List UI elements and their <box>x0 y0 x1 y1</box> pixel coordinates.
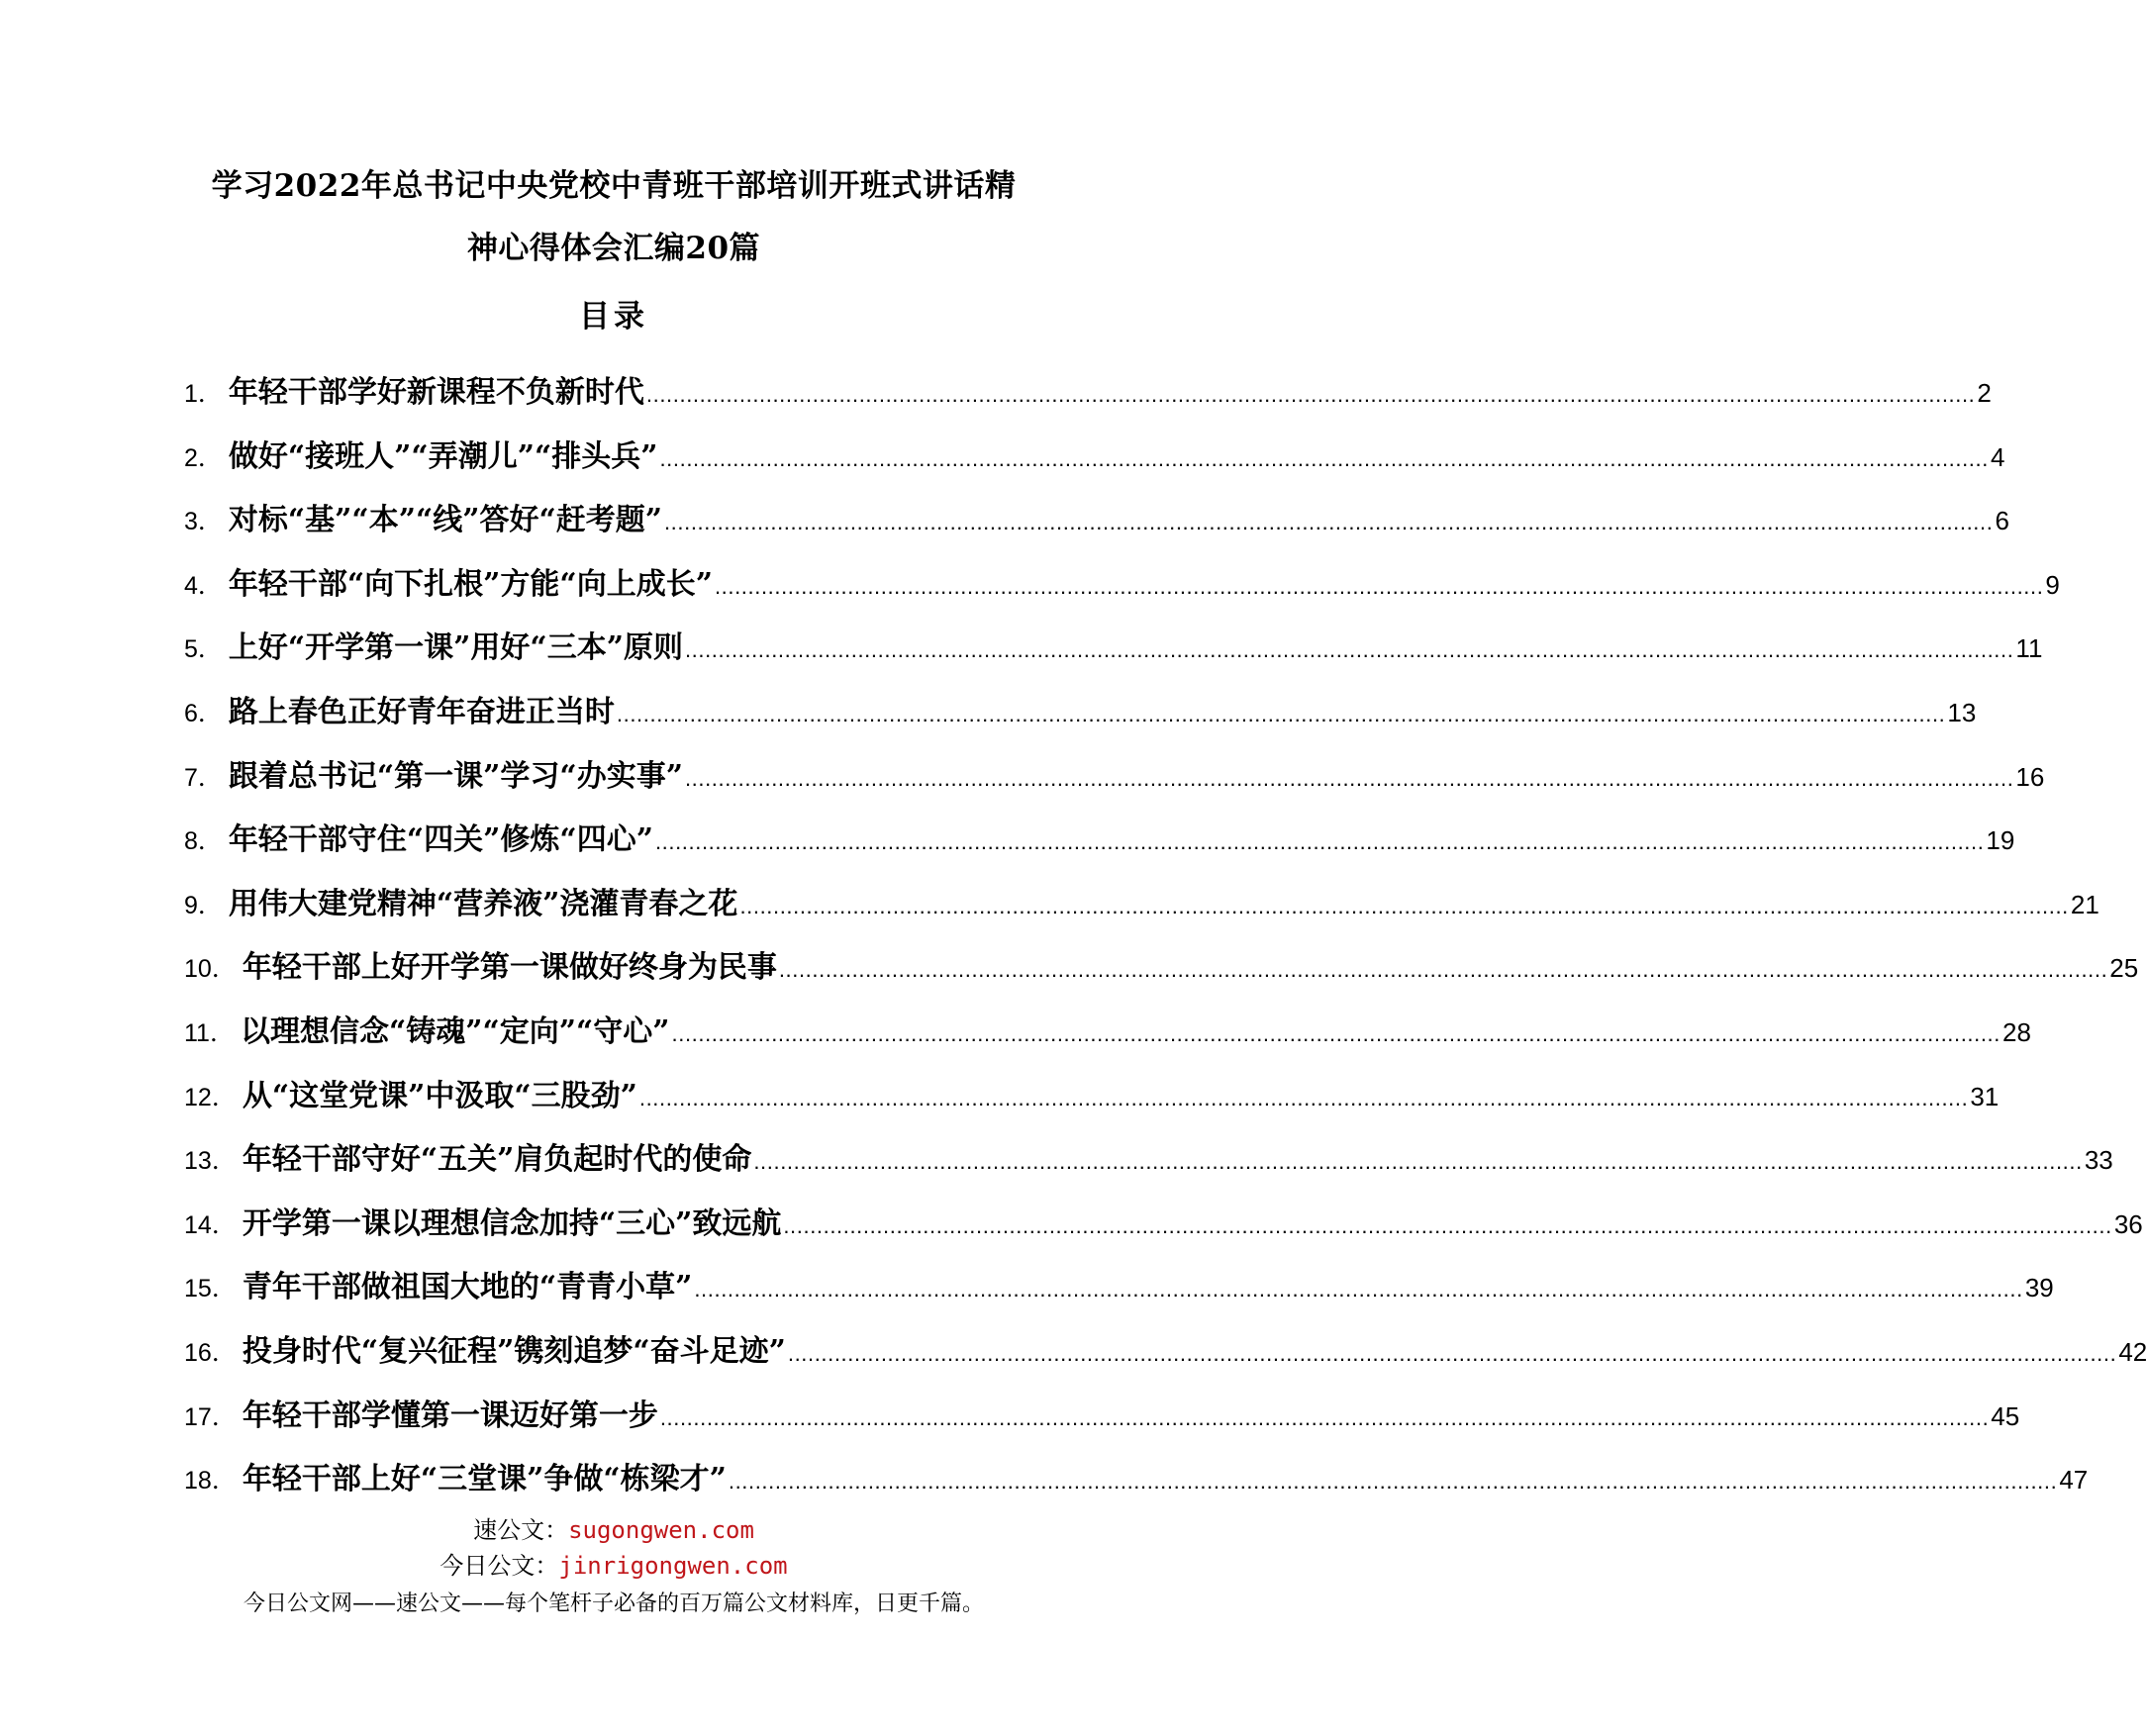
toc-entry-title: 青年干部做祖国大地的“青青小草” <box>242 1270 693 1305</box>
toc-entry[interactable] <box>184 936 2139 1001</box>
toc-entry-page: 11 <box>2015 633 2043 664</box>
toc-dot-leader <box>694 1258 2022 1322</box>
toc-entry-number: 13 ． <box>184 1129 243 1194</box>
toc-entry-number: 3 ． <box>184 490 229 554</box>
toc-entry-title: 年轻干部“向下扎根”方能“向上成长” <box>228 566 713 602</box>
toc-dot-leader <box>739 875 2068 939</box>
footer-site-1-link[interactable]: sugongwen.com <box>568 1516 754 1544</box>
toc-entry-title: 上好“开学第一课”用好“三本”原则 <box>228 630 683 666</box>
toc-entry-title: 路上春色正好青年奋进正当时 <box>228 694 615 729</box>
footer-site-2-label: 今日公文： <box>439 1552 559 1580</box>
toc-dot-leader <box>788 1322 2116 1387</box>
toc-entry-title: 跟着总书记“第一课”学习“办实事” <box>228 758 683 794</box>
toc-entry-page: 16 <box>2015 761 2045 792</box>
toc-entry[interactable] <box>184 681 1977 745</box>
page-footer <box>0 1512 1227 1621</box>
toc-entry-page: 28 <box>2001 1016 2031 1047</box>
toc-entry-title: 年轻干部学懂第一课迈好第一步 <box>242 1398 658 1433</box>
toc-entry-title: 以理想信念“铸魂”“定向”“守心” <box>240 1013 670 1049</box>
toc-entry[interactable] <box>184 617 2043 681</box>
footer-site-1 <box>0 1512 1227 1548</box>
toc-entry[interactable] <box>184 1385 2020 1449</box>
toc-entry[interactable] <box>184 1065 2000 1129</box>
toc-entry-number: 15 ． <box>184 1257 243 1321</box>
footer-tagline: 今日公文网——速公文——每个笔杆子必备的百万篇公文材料库，日更千篇。 <box>243 1591 984 1616</box>
footer-site-2-link[interactable]: jinrigongwen.com <box>558 1552 788 1580</box>
toc-entry-page: 9 <box>2045 569 2060 600</box>
toc-entry-title: 用伟大建党精神“营养液”浇灌青春之花 <box>228 886 738 921</box>
toc-heading: 目录 <box>579 299 648 335</box>
toc-entry-number: 7 ． <box>184 746 229 811</box>
toc-entry-title: 开学第一课以理想信念加持“三心”致远航 <box>242 1206 782 1241</box>
toc-entry[interactable] <box>184 1448 2089 1512</box>
toc-dot-leader <box>646 363 1975 428</box>
toc-entry-title: 投身时代“复兴征程”镌刻追梦“奋斗足迹” <box>242 1333 786 1369</box>
toc-entry-number: 6 ． <box>184 682 229 746</box>
toc-entry-number: 8 ． <box>184 810 229 874</box>
title-line-1: 学习2022年总书记中央党校中青班干部培训开班式讲话精 <box>211 168 1017 204</box>
toc-entry-title: 年轻干部学好新课程不负新时代 <box>228 375 644 410</box>
toc-entry-number: 11 ． <box>184 1002 241 1066</box>
toc-entry-page: 25 <box>2109 953 2139 984</box>
toc-entry-page: 39 <box>2024 1273 2054 1303</box>
toc-dot-leader <box>753 1130 2082 1195</box>
toc-entry-number: 12 ． <box>184 1066 243 1130</box>
toc-dot-leader <box>617 683 1945 747</box>
toc-entry[interactable] <box>184 361 1992 426</box>
toc-entry[interactable] <box>184 809 2015 873</box>
toc-entry[interactable] <box>184 1128 2113 1193</box>
toc-entry-page: 2 <box>1977 378 1992 408</box>
toc-entry-number: 1 ． <box>184 362 229 427</box>
toc-entry-page: 36 <box>2113 1208 2143 1239</box>
toc-dot-leader <box>729 1450 2057 1514</box>
toc-entry-title: 从“这堂党课”中汲取“三股劲” <box>242 1078 637 1113</box>
toc-entry-title: 做好“接班人”“弄潮儿”“排头兵” <box>228 438 658 474</box>
toc-entry-title: 年轻干部上好“三堂课”争做“栋梁才” <box>242 1462 727 1497</box>
toc-entry-title: 年轻干部守住“四关”修炼“四心” <box>228 822 653 858</box>
toc-dot-leader <box>779 938 2107 1003</box>
toc-entry-page: 21 <box>2070 889 2099 919</box>
toc-entry-number: 5 ． <box>184 618 229 682</box>
toc-entry[interactable] <box>184 553 2060 618</box>
toc-entry[interactable] <box>184 426 2005 490</box>
toc-dot-leader <box>783 1195 2111 1259</box>
toc-entry-page: 13 <box>1947 697 1977 727</box>
toc-entry[interactable] <box>184 873 2099 937</box>
toc-dot-leader <box>655 811 1984 875</box>
toc-entry-page: 6 <box>1995 506 2009 536</box>
toc-entry-page: 19 <box>1986 825 2015 856</box>
toc-entry[interactable] <box>184 1001 2031 1065</box>
toc-entry[interactable] <box>184 1320 2147 1385</box>
toc-dot-leader <box>664 491 1993 555</box>
toc-dot-leader <box>672 1003 2001 1067</box>
toc-entry-title: 年轻干部守好“五关”肩负起时代的使命 <box>242 1142 752 1178</box>
toc-dot-leader <box>715 555 2043 620</box>
toc-entry-number: 10 ． <box>184 937 243 1002</box>
toc-entry-title: 对标“基”“本”“线”答好“赶考题” <box>228 503 662 538</box>
toc-entry-number: 16 ． <box>184 1321 243 1386</box>
toc-entry[interactable] <box>184 1193 2143 1257</box>
toc-dot-leader <box>639 1067 1968 1131</box>
toc-entry[interactable] <box>184 745 2045 810</box>
toc-entry-page: 42 <box>2118 1336 2147 1367</box>
toc-entry-title: 年轻干部上好开学第一课做好终身为民事 <box>242 950 777 986</box>
title-line-2: 神心得体会汇编20篇 <box>466 231 761 266</box>
toc-dot-leader <box>659 428 1988 492</box>
footer-site-2 <box>0 1548 1227 1584</box>
footer-site-1-label: 速公文： <box>473 1516 569 1544</box>
toc-entry-number: 17 ． <box>184 1386 243 1450</box>
toc-entry[interactable] <box>184 489 2009 553</box>
toc-entry-number: 14 ． <box>184 1194 243 1258</box>
toc-entry-page: 33 <box>2084 1145 2113 1176</box>
toc-entry-number: 9 ． <box>184 874 229 938</box>
toc-entry-page: 31 <box>1970 1081 2000 1111</box>
toc-entry-page: 4 <box>1990 441 2005 472</box>
toc-entry-number: 2 ． <box>184 427 229 491</box>
toc-dot-leader <box>685 619 2013 683</box>
toc-dot-leader <box>660 1387 1989 1451</box>
toc-entry-page: 45 <box>1991 1400 2020 1431</box>
toc-dot-leader <box>685 747 2013 812</box>
toc-entry[interactable] <box>184 1256 2054 1320</box>
table-of-contents <box>184 361 2147 1512</box>
toc-entry-number: 4 ． <box>184 554 229 619</box>
toc-entry-page: 47 <box>2059 1465 2089 1495</box>
document-title <box>0 166 1227 268</box>
toc-entry-number: 18 ． <box>184 1449 243 1513</box>
